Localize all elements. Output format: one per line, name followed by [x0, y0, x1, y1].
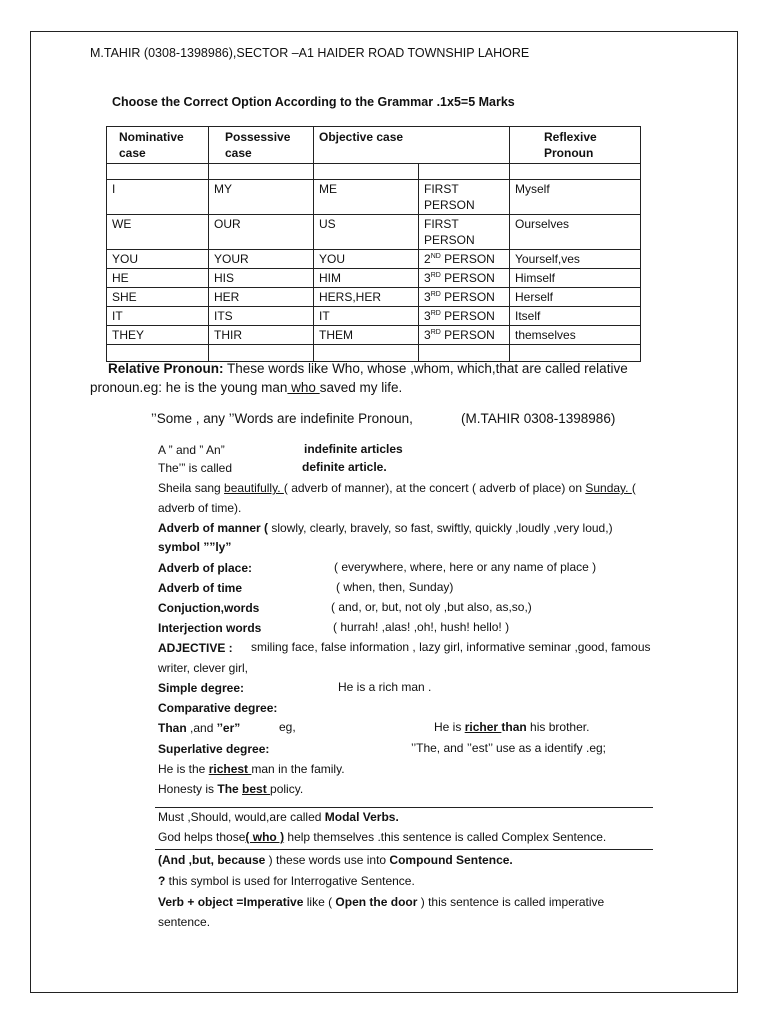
table-row: IT ITS IT 3RD PERSON Itself — [107, 307, 641, 326]
adverb-of-manner: Adverb of manner ( slowly, clearly, bravely, so fast, swiftly, quickly ,loudly ,very loud,) — [158, 521, 613, 535]
adverb-time-text: ( when, then, Sunday) — [336, 580, 454, 594]
table-row: WE OUR US FIRST PERSON Ourselves — [107, 215, 641, 250]
table-row: THEY THIR THEM 3RD PERSON themselves — [107, 326, 641, 345]
relative-pronoun-line2: pronoun.eg: he is the young man who saved my life. — [90, 380, 403, 395]
definite-article-label: definite article. — [302, 460, 387, 474]
indefinite-articles-label: indefinite articles — [304, 442, 403, 456]
conjunction-label: Conjuction,words — [158, 601, 260, 615]
interjection-text: ( hurrah! ,alas! ,oh!, hush! hello! ) — [333, 620, 510, 634]
header-possessive: Possessive case — [209, 127, 314, 164]
comparative-degree-label: Comparative degree: — [158, 701, 278, 715]
imperative-sentence-line2: sentence. — [158, 915, 211, 929]
indefinite-pronoun: ’’Some , any ’’Words are indefinite Pronoun, — [151, 411, 413, 426]
adjective-text: smiling face, false information , lazy girl, informative seminar ,good, famous — [251, 640, 651, 654]
header-text: M.TAHIR (0308-1398986),SECTOR –A1 HAIDER ROAD TOWNSHIP LAHORE — [90, 46, 530, 60]
table-empty-row — [107, 345, 641, 362]
header-reflexive: Reflexive Pronoun — [510, 127, 641, 164]
divider-2 — [155, 849, 653, 850]
adjective-line2: writer, clever girl, — [158, 661, 249, 675]
compound-sentence: (And ,but, because ) these words use into Compound Sentence. — [158, 853, 513, 867]
conjunction-text: ( and, or, but, not oly ,but also, as,so,) — [331, 600, 532, 614]
table-row: I MY ME FIRST PERSON Myself — [107, 180, 641, 215]
adverb-time-label: Adverb of time — [158, 581, 243, 595]
interrogative-sentence: ? this symbol is used for Interrogative Sentence. — [158, 874, 415, 888]
divider-1 — [155, 807, 653, 808]
sheila-sentence: Sheila sang beautifully. ( adverb of manner), at the concert ( adverb of place) on Sunday. ( — [158, 481, 636, 495]
adjective-label: ADJECTIVE : — [158, 641, 233, 655]
table-header-row — [107, 127, 641, 164]
simple-degree-text: He is a rich man . — [338, 680, 432, 694]
header-objective: Objective case — [314, 127, 510, 164]
modal-verbs: Must ,Should, would,are called Modal Verbs. — [158, 810, 399, 824]
table-empty-row — [107, 164, 641, 180]
comparative-eg: eg, — [279, 720, 296, 734]
imperative-sentence: Verb + object =Imperative like ( Open the door ) this sentence is called imperative — [158, 895, 605, 909]
superlative-example: He is the richest man in the family. — [158, 762, 345, 776]
header-nominative: Nominative case — [107, 127, 209, 164]
table-row: SHE HER HERS,HER 3RD PERSON Herself — [107, 288, 641, 307]
comparative-example: He is richer than his brother. — [434, 720, 590, 734]
pronoun-table — [106, 126, 641, 362]
honesty-sentence: Honesty is The best policy. — [158, 782, 304, 796]
adverb-place-label: Adverb of place: — [158, 561, 253, 575]
table-row: YOU YOUR YOU 2ND PERSON Yourself,ves — [107, 250, 641, 269]
relative-pronoun-line1: Relative Pronoun: These words like Who, whose ,whom, which,that are called relative — [108, 361, 628, 376]
sheila-sentence-line2: adverb of time). — [158, 501, 242, 515]
article-the: The’” is called — [158, 461, 233, 475]
interjection-label: Interjection words — [158, 621, 262, 635]
complex-sentence: God helps those( who ) help themselves .this sentence is called Complex Sentence. — [158, 830, 607, 844]
comparative-rule: Than ,and ’’er” — [158, 721, 241, 735]
superlative-degree-label: Superlative degree: — [158, 742, 270, 756]
adverb-place-text: ( everywhere, where, here or any name of place ) — [334, 560, 597, 574]
adverb-symbol: symbol ””ly” — [158, 540, 232, 554]
simple-degree-label: Simple degree: — [158, 681, 245, 695]
credit-text: (M.TAHIR 0308-1398986) — [461, 411, 616, 426]
relative-blank: who — [287, 380, 320, 395]
instruction: Choose the Correct Option According to the Grammar .1x5=5 Marks — [112, 95, 515, 109]
table-row: HE HIS HIM 3RD PERSON Himself — [107, 269, 641, 288]
superlative-text: ’’The, and ’’est’’ use as a identify .eg; — [411, 741, 607, 755]
article-a-an: A ” and ” An” — [158, 443, 225, 457]
